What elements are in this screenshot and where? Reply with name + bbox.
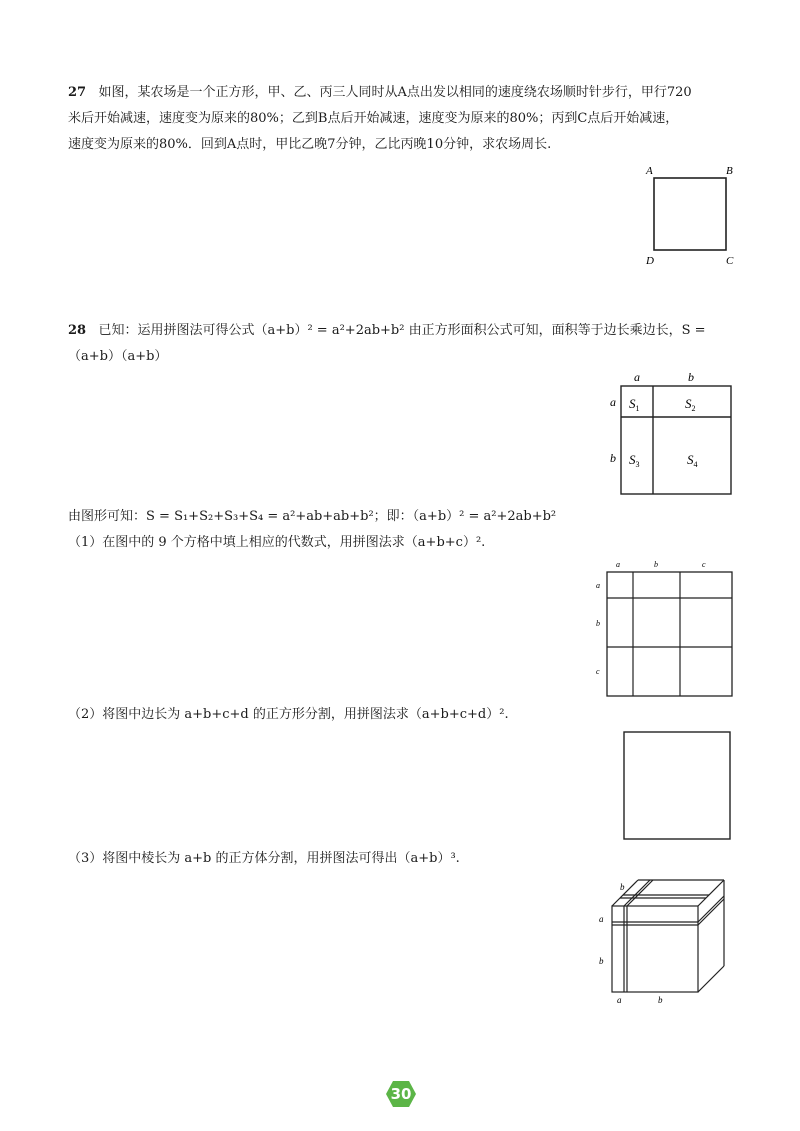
cube-label-side-a: a	[599, 914, 604, 924]
q27-text-1: 如图，某农场是一个正方形，甲、乙、丙三人同时从A点出发以相同的速度绕农场顺时针步行，甲行720	[98, 85, 692, 100]
label-D: D	[646, 255, 654, 267]
top-split-side-1	[624, 880, 650, 906]
q28-two-by-two-figure	[605, 368, 735, 498]
cube-label-side-b: b	[599, 956, 604, 966]
grid-outer	[607, 572, 732, 696]
q28-empty-square-figure	[620, 728, 735, 844]
top-label-a: a	[634, 370, 640, 384]
q28-number: 28	[68, 323, 87, 338]
cube-edge-top-left	[612, 880, 638, 906]
cube-front-face	[612, 906, 698, 992]
q27-number: 27	[68, 85, 87, 100]
outer-square	[621, 386, 731, 494]
q28-line-2: （a+b）（a+b）	[68, 349, 168, 364]
top-label-b: b	[654, 560, 658, 569]
top-label-a: a	[616, 560, 620, 569]
left-label-a: a	[610, 395, 616, 409]
q28-derivation: 由图形可知：S = S₁+S₂+S₃+S₄ = a²+ab+ab+b²；即：（a+b）² = a²+2ab+b²	[68, 509, 557, 524]
q27-line-3: 速度变为原来的80%．回到A点时，甲比乙晚7分钟，乙比丙晚10分钟，求农场周长.	[68, 137, 552, 152]
top-label-b: b	[688, 370, 694, 384]
q28-part1: （1）在图中的 9 个方格中填上相应的代数式，用拼图法求（a+b+c）².	[68, 535, 486, 550]
cube-edge-bottom-right	[698, 966, 724, 992]
q28-part2: （2）将图中边长为 a+b+c+d 的正方形分割，用拼图法求（a+b+c+d）².	[68, 707, 509, 722]
top-split-side-2	[627, 880, 653, 906]
cube-label-bottom-a: a	[617, 995, 622, 1005]
cell-s3: $S_3$	[629, 452, 640, 469]
q27-line-1	[68, 80, 692, 106]
label-B: B	[726, 165, 733, 177]
q27-line-2: 米后开始减速，速度变为原来的80%；乙到B点后开始减速，速度变为原来的80%；丙到C点后开始减速，	[68, 111, 679, 126]
q28-cube-figure	[590, 872, 740, 1006]
cube-label-bottom-b: b	[658, 995, 663, 1005]
page-number: 30	[390, 1085, 412, 1103]
q28-line-1	[68, 318, 706, 344]
cell-s4: $S_4$	[687, 452, 698, 469]
label-C: C	[726, 255, 734, 267]
empty-square	[624, 732, 730, 839]
left-label-b: b	[596, 619, 600, 628]
cell-s1: $S_1$	[629, 396, 640, 413]
farm-square	[654, 178, 726, 250]
top-label-c: c	[702, 560, 706, 569]
page-number-badge	[385, 1080, 417, 1108]
cell-s2: $S_2$	[685, 396, 696, 413]
q28-text-1: 已知：运用拼图法可得公式（a+b）² = a²+2ab+b² 由正方形面积公式可知，面积等于边长乘边长，S =	[98, 323, 706, 338]
q28-three-by-three-figure	[590, 556, 740, 698]
q27-square-figure	[640, 160, 740, 270]
left-label-c: c	[596, 667, 600, 676]
side-split-1	[698, 896, 724, 922]
q28-part3: （3）将图中棱长为 a+b 的正方体分割，用拼图法可得出（a+b）³.	[68, 851, 460, 866]
cube-label-top-b: b	[620, 882, 625, 892]
left-label-a: a	[596, 581, 600, 590]
label-A: A	[646, 165, 653, 177]
left-label-b: b	[610, 451, 616, 465]
